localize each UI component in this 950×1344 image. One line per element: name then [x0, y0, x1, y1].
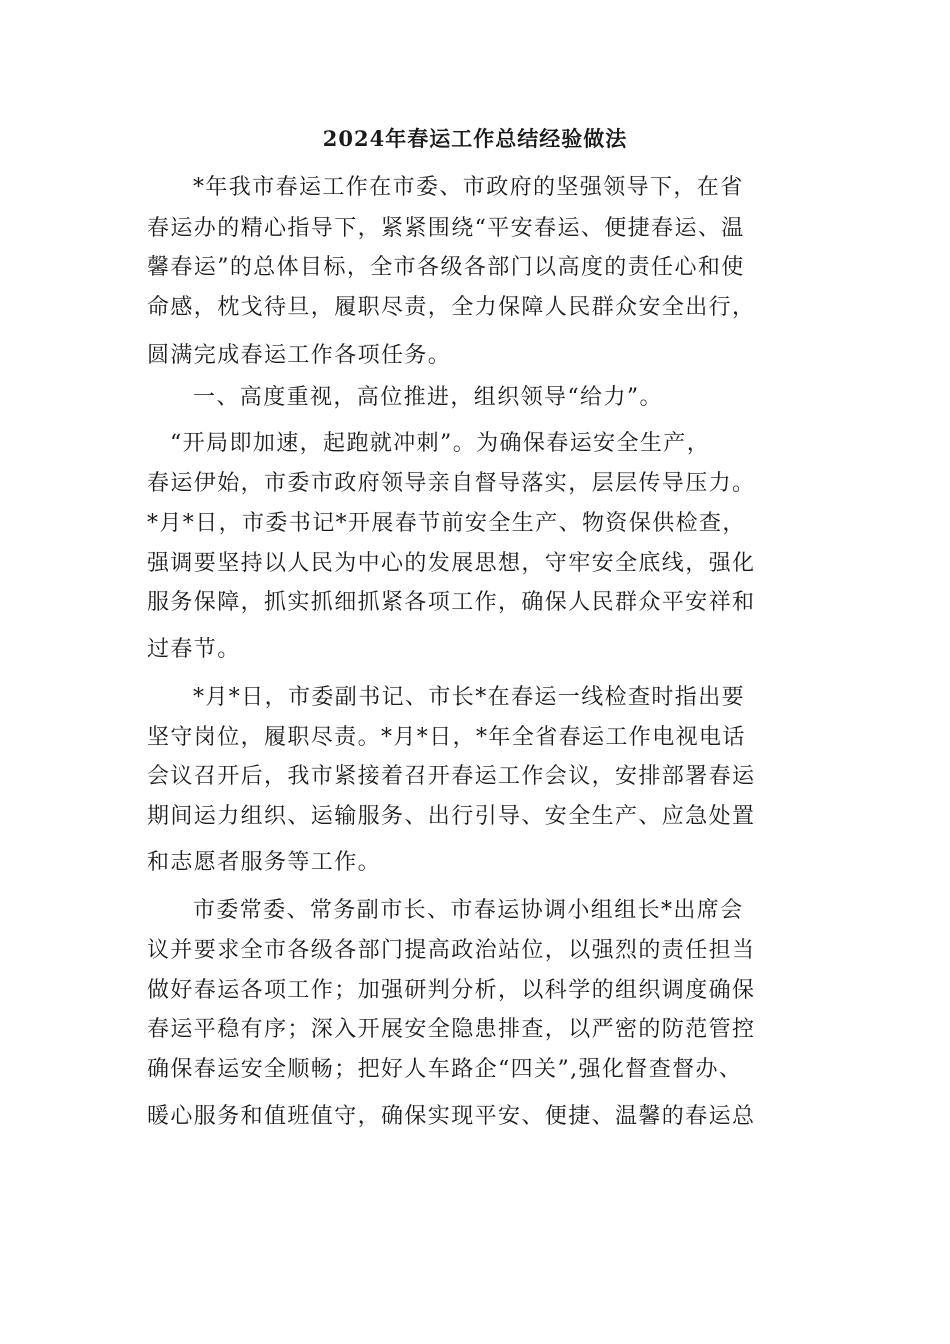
text-line: 圆满完成春运工作各项任务。 [147, 343, 452, 368]
text-line: 馨春运”的总体目标，全市各级各部门以高度的责任心和使 [147, 255, 745, 280]
text-line: 市委常委、常务副市长、市春运协调小组组长*出席会 [193, 898, 744, 923]
text-line: 服务保障，抓实抓细抓紧各项工作，确保人民群众平安祥和 [147, 590, 756, 615]
text-line: 春运伊始，市委市政府领导亲自督导落实，层层传导压力。 [147, 471, 756, 496]
text-line: 确保春运安全顺畅；把好人车路企“四关”,强化督查督办、 [147, 1057, 743, 1082]
text-line: 会议召开后，我市紧接着召开春运工作会议，安排部署春运 [147, 764, 756, 789]
text-line: 暖心服务和值班值守，确保实现平安、便捷、温馨的春运总 [147, 1104, 756, 1129]
section-heading: 一、高度重视，高位推进，组织领导“给力”。 [193, 385, 663, 410]
text-line: 坚守岗位，履职尽责。*月*日，*年全省春运工作电视电话 [147, 725, 746, 750]
text-line: 过春节。 [147, 637, 241, 662]
document-title: 2024年春运工作总结经验做法 [322, 126, 628, 151]
text-line: 春运办的精心指导下，紧紧围绕“平安春运、便捷春运、温 [147, 216, 745, 241]
text-line: 强调要坚持以人民为中心的发展思想，守牢安全底线，强化 [147, 551, 756, 576]
text-line: 议并要求全市各级各部门提高政治站位，以强烈的责任担当 [147, 938, 756, 963]
text-line: 和志愿者服务等工作。 [147, 850, 382, 875]
text-line: 命感，枕戈待旦，履职尽责，全力保障人民群众安全出行， [147, 295, 756, 320]
text-line: 期间运力组织、运输服务、出行引导、安全生产、应急处置 [147, 804, 756, 829]
text-line: 春运平稳有序；深入开展安全隐患排查，以严密的防范管控 [147, 1017, 756, 1042]
text-line: *月*日，市委书记*开展春节前安全生产、物资保供检查， [147, 511, 746, 536]
text-line: *月*日，市委副书记、市长*在春运一线检查时指出要 [193, 685, 746, 710]
text-line: *年我市春运工作在市委、市政府的坚强领导下，在省 [193, 175, 744, 200]
text-line: 做好春运各项工作；加强研判分析，以科学的组织调度确保 [147, 978, 756, 1003]
text-line: “开局即加速，起跑就冲刺”。为确保春运安全生产， [170, 431, 711, 456]
